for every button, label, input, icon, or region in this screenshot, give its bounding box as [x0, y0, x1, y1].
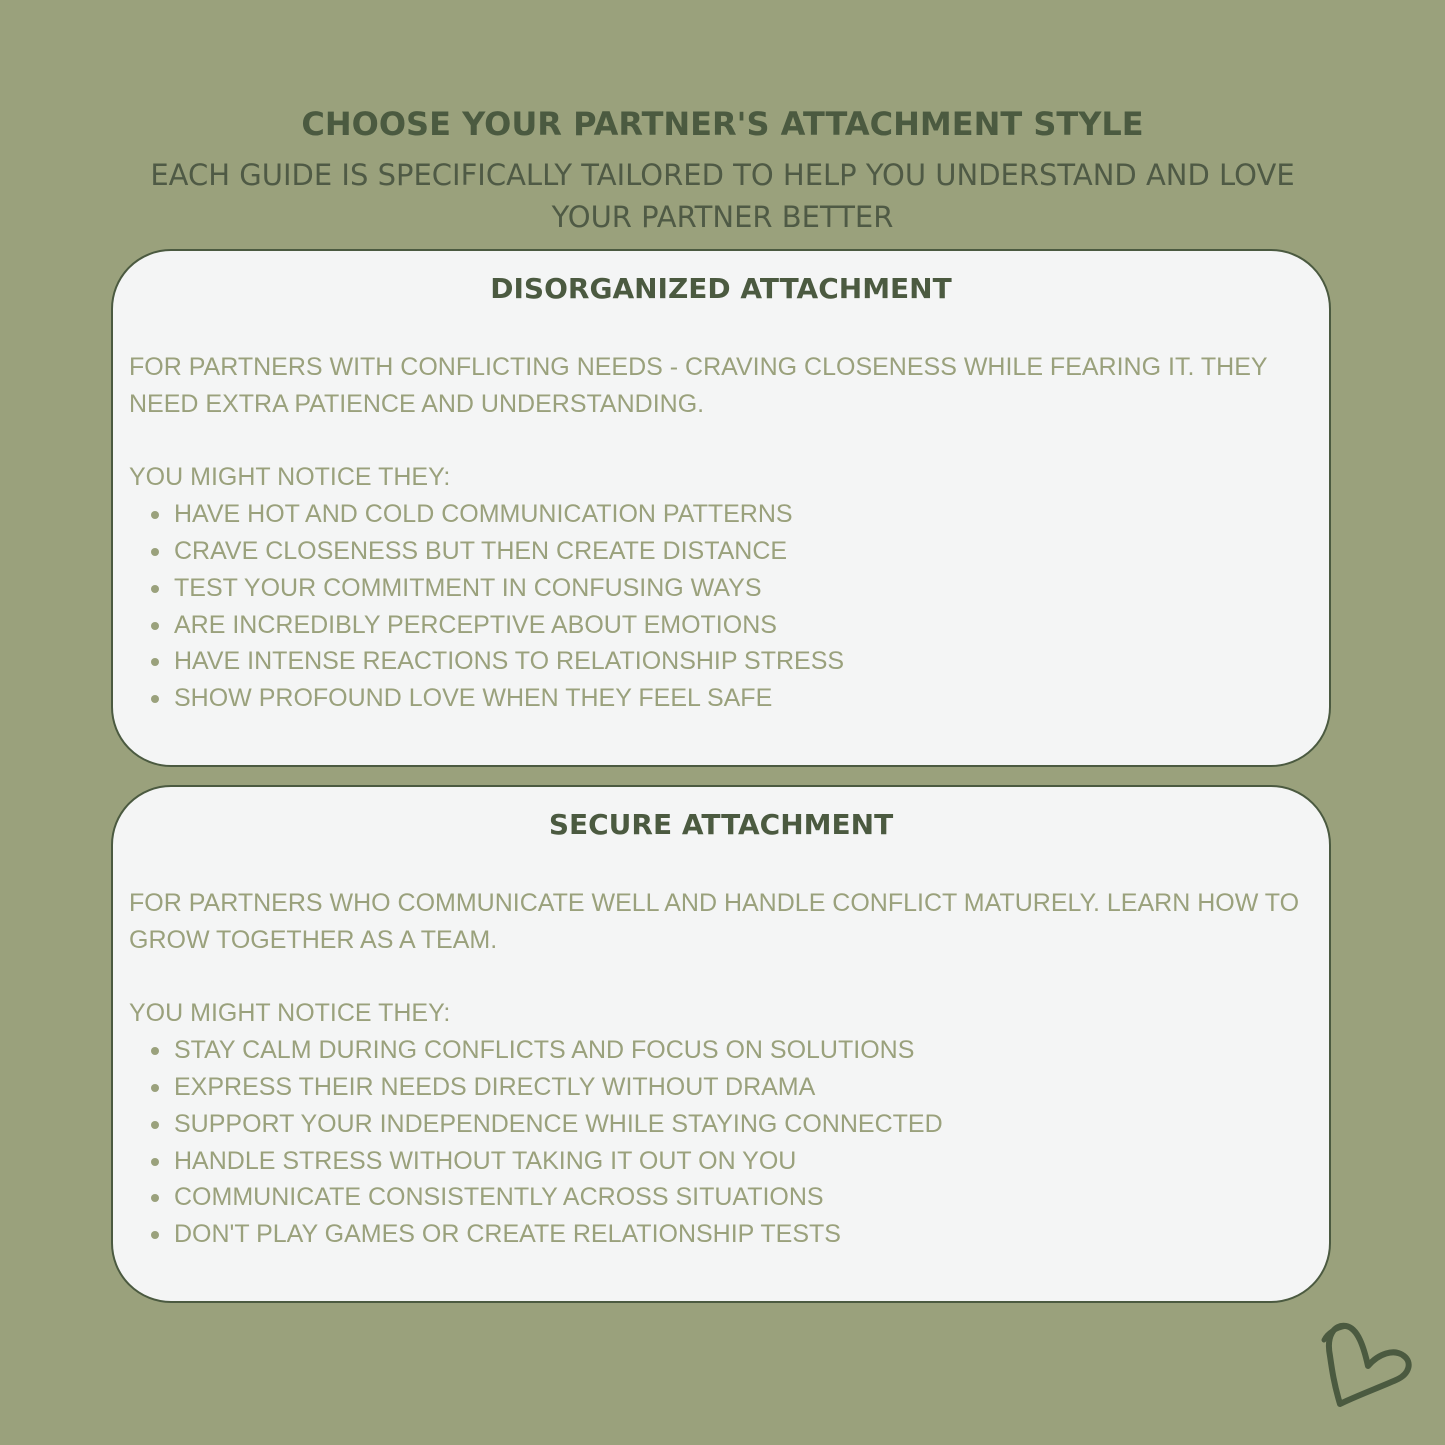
bullet-icon [151, 511, 159, 519]
list-item-text: SUPPORT YOUR INDEPENDENCE WHILE STAYING CONNECTED [174, 1109, 943, 1138]
list-item-text: DON'T PLAY GAMES OR CREATE RELATIONSHIP TESTS [174, 1220, 841, 1249]
list-item [129, 643, 1319, 680]
list-item [129, 1216, 1319, 1253]
page-title: CHOOSE YOUR PARTNER'S ATTACHMENT STYLE [301, 105, 1144, 143]
bullet-icon [151, 695, 159, 703]
trait-list [129, 496, 1319, 717]
bullet-icon [151, 585, 159, 593]
list-item [129, 533, 1319, 570]
bullet-icon [151, 1084, 159, 1092]
list-item-text: STAY CALM DURING CONFLICTS AND FOCUS ON SOLUTIONS [174, 1036, 915, 1065]
list-item [129, 1032, 1319, 1069]
bullet-icon [151, 1158, 159, 1166]
list-item-text: HAVE HOT AND COLD COMMUNICATION PATTERNS [174, 500, 793, 529]
list-item-text: CRAVE CLOSENESS BUT THEN CREATE DISTANCE [174, 536, 788, 565]
bullet-icon [151, 1194, 159, 1202]
card-body [129, 885, 1319, 1253]
bullet-icon [151, 658, 159, 666]
card-secure-attachment[interactable] [111, 785, 1331, 1303]
card-disorganized-attachment[interactable] [111, 249, 1331, 767]
list-item-text: COMMUNICATE CONSISTENTLY ACROSS SITUATIONS [174, 1183, 824, 1212]
heart-logo-icon [1316, 1318, 1416, 1410]
list-item-text: HANDLE STRESS WITHOUT TAKING IT OUT ON YOU [174, 1146, 797, 1175]
list-item [129, 1069, 1319, 1106]
page-header [0, 100, 1445, 238]
card-description: FOR PARTNERS WHO COMMUNICATE WELL AND HANDLE CONFLICT MATURELY. LEARN HOW TO GROW TOGETHER AS A TEAM. [129, 889, 1300, 954]
card-body [129, 349, 1319, 717]
bullet-icon [151, 622, 159, 630]
bullet-icon [151, 1047, 159, 1055]
list-item-text: ARE INCREDIBLY PERCEPTIVE ABOUT EMOTIONS [174, 610, 777, 639]
list-item [129, 680, 1319, 717]
list-item-text: TEST YOUR COMMITMENT IN CONFUSING WAYS [174, 573, 762, 602]
card-description: FOR PARTNERS WITH CONFLICTING NEEDS - CRAVING CLOSENESS WHILE FEARING IT. THEY NEED EXTRA PATIENCE AND UNDERSTANDING. [129, 353, 1268, 418]
trait-list [129, 1032, 1319, 1253]
card-title: SECURE ATTACHMENT [548, 808, 894, 841]
list-item-text: SHOW PROFOUND LOVE WHEN THEY FEEL SAFE [174, 684, 773, 713]
bullet-icon [151, 548, 159, 556]
bullet-icon [151, 1231, 159, 1239]
list-item-text: HAVE INTENSE REACTIONS TO RELATIONSHIP STRESS [174, 647, 845, 676]
bullet-icon [151, 1121, 159, 1129]
page-subtitle: EACH GUIDE IS SPECIFICALLY TAILORED TO HELP YOU UNDERSTAND AND LOVE YOUR PARTNER BETTER [150, 158, 1295, 234]
list-item [129, 496, 1319, 533]
list-item [129, 570, 1319, 607]
notice-label: YOU MIGHT NOTICE THEY: [129, 999, 451, 1028]
list-item [129, 1143, 1319, 1180]
card-title: DISORGANIZED ATTACHMENT [490, 272, 952, 305]
list-item [129, 1179, 1319, 1216]
list-item-text: EXPRESS THEIR NEEDS DIRECTLY WITHOUT DRAMA [174, 1072, 816, 1101]
list-item [129, 607, 1319, 644]
notice-label: YOU MIGHT NOTICE THEY: [129, 463, 451, 492]
list-item [129, 1106, 1319, 1143]
